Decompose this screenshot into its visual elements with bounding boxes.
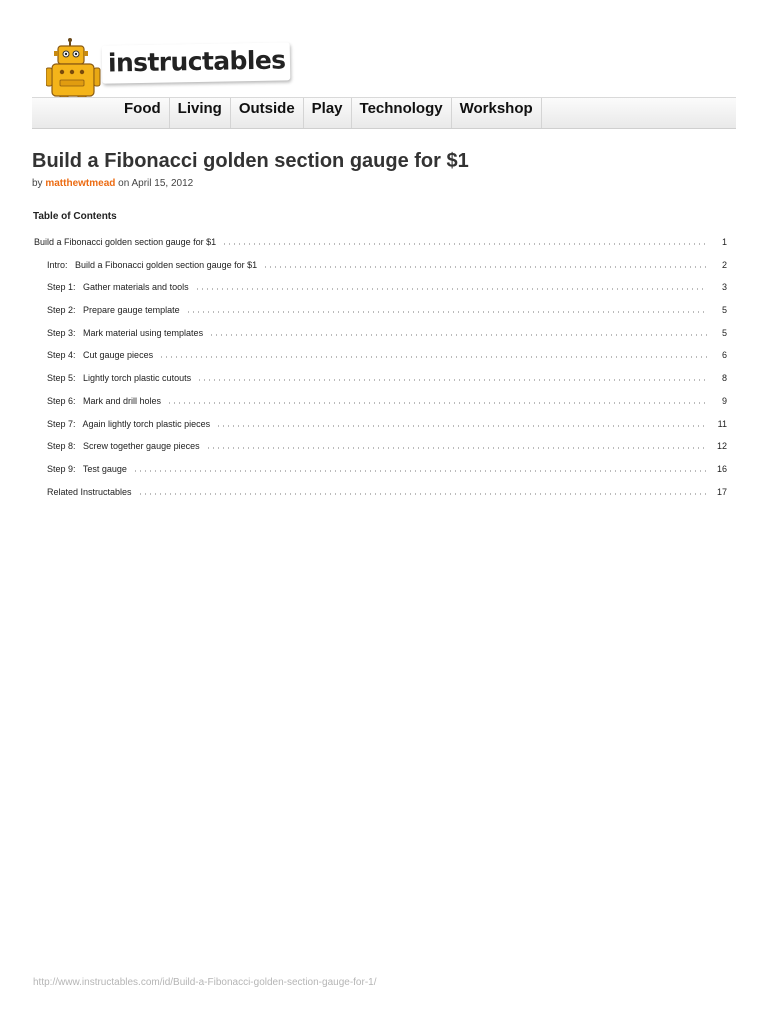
toc-entry-label: Step 3: Mark material using templates xyxy=(47,327,204,338)
toc-page-number: 5 xyxy=(721,327,727,338)
toc-entry-label: Build a Fibonacci golden section gauge for $1 xyxy=(34,237,217,247)
site-header xyxy=(32,36,736,128)
toc-page-number: 12 xyxy=(716,441,727,452)
publish-date: on April 15, 2012 xyxy=(118,178,194,189)
category-nav xyxy=(32,97,736,129)
nav-item-living[interactable]: Living xyxy=(170,98,231,128)
byline-prefix: by xyxy=(32,178,43,189)
toc-page-number: 8 xyxy=(721,373,727,384)
toc-page-number: 3 xyxy=(721,282,727,293)
toc-page-number: 6 xyxy=(721,350,727,361)
toc-entry[interactable] xyxy=(33,348,727,371)
toc-dot-leader xyxy=(186,311,707,313)
toc-entry-label: Intro: Build a Fibonacci golden section gauge for $1 xyxy=(47,259,258,270)
footer-url[interactable]: http://www.instructables.com/id/Build-a-Fibonacci-golden-section-gauge-for-1/ xyxy=(33,977,377,988)
author-link[interactable]: matthewtmead xyxy=(45,178,116,189)
toc-heading: Table of Contents xyxy=(33,211,117,222)
toc-dot-leader xyxy=(209,334,707,336)
toc-dot-leader xyxy=(159,356,707,358)
nav-item-technology[interactable]: Technology xyxy=(352,98,452,128)
toc-entry[interactable] xyxy=(33,280,727,303)
toc-entry-label: Step 8: Screw together gauge pieces xyxy=(47,441,200,452)
toc-page-number: 2 xyxy=(721,259,727,270)
logo-text: instructables xyxy=(107,45,286,78)
toc-entry-label: Step 2: Prepare gauge template xyxy=(47,305,180,316)
nav-item-workshop[interactable]: Workshop xyxy=(452,98,542,128)
toc-entry[interactable] xyxy=(33,417,727,440)
toc-entry-label: Step 9: Test gauge xyxy=(47,463,127,474)
toc-entry[interactable] xyxy=(33,258,727,281)
toc-entry-label: Related Instructables xyxy=(47,486,132,497)
toc-page-number: 9 xyxy=(721,395,727,406)
toc-entry-label: Step 1: Gather materials and tools xyxy=(47,282,189,293)
toc-entry[interactable] xyxy=(33,371,727,394)
toc-entry[interactable] xyxy=(33,394,727,417)
toc-page-number: 16 xyxy=(716,463,727,474)
byline xyxy=(32,178,193,189)
nav-item-outside[interactable]: Outside xyxy=(231,98,304,128)
toc-entry[interactable] xyxy=(33,303,727,326)
toc-dot-leader xyxy=(167,402,707,404)
toc-entry-label: Step 4: Cut gauge pieces xyxy=(47,350,154,361)
nav-items xyxy=(116,98,542,128)
toc-dot-leader xyxy=(133,470,707,472)
toc-entry[interactable] xyxy=(33,462,727,485)
toc-entry-label: Step 7: Again lightly torch plastic pieces xyxy=(47,418,211,429)
toc-entry[interactable] xyxy=(33,439,727,462)
toc-dot-leader xyxy=(216,425,707,427)
nav-item-play[interactable]: Play xyxy=(304,98,352,128)
toc-page-number: 5 xyxy=(721,305,727,316)
toc-dot-leader xyxy=(222,243,707,245)
nav-item-food[interactable]: Food xyxy=(116,98,170,128)
toc-entry[interactable] xyxy=(33,235,727,258)
toc-dot-leader xyxy=(195,288,707,290)
toc-entry[interactable] xyxy=(33,326,727,349)
toc-entry-label: Step 6: Mark and drill holes xyxy=(47,395,162,406)
toc-dot-leader xyxy=(206,447,707,449)
toc-page-number: 17 xyxy=(716,486,727,497)
table-of-contents xyxy=(33,235,727,507)
toc-entry-label: Step 5: Lightly torch plastic cutouts xyxy=(47,373,192,384)
toc-dot-leader xyxy=(263,266,707,268)
page-title: Build a Fibonacci golden section gauge for $1 xyxy=(32,150,469,172)
toc-entry[interactable] xyxy=(33,485,727,508)
logo[interactable] xyxy=(102,42,291,83)
toc-page-number: 11 xyxy=(717,418,727,429)
toc-dot-leader xyxy=(138,493,707,495)
toc-page-number: 1 xyxy=(721,237,727,247)
toc-dot-leader xyxy=(197,379,707,381)
